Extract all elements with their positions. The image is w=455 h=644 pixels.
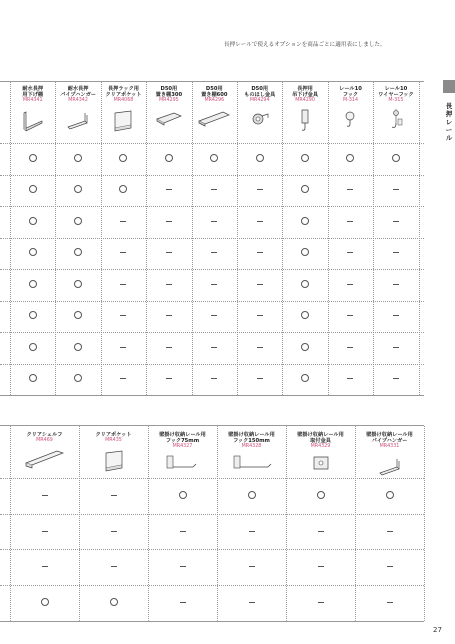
table-cell: [192, 154, 237, 165]
row-divider: [0, 143, 424, 144]
table-cell: [55, 343, 100, 354]
table-cell: [286, 527, 355, 537]
product-name: 置き棚600: [201, 92, 228, 99]
dash-mark-icon: [120, 347, 126, 348]
dash-mark-icon: [120, 315, 126, 316]
row-divider: [0, 478, 424, 479]
dash-mark-icon: [257, 284, 263, 285]
product-name: 用下げ棚: [22, 92, 44, 99]
dash-mark-icon: [166, 189, 172, 190]
table-cell: [10, 311, 55, 322]
product-name: パイプハンガー: [60, 92, 96, 99]
table-cell: [237, 280, 282, 290]
table-cell: [10, 154, 55, 165]
circle-mark-icon: [317, 491, 325, 499]
circle-mark-icon: [29, 185, 37, 193]
circle-mark-icon: [301, 343, 309, 351]
circle-mark-icon: [210, 154, 218, 162]
product-code: MR4342: [68, 98, 88, 104]
table-cell: [282, 343, 327, 354]
product-name: D50用: [160, 86, 178, 92]
dash-mark-icon: [393, 189, 399, 190]
circle-mark-icon: [74, 217, 82, 225]
column-header: [328, 86, 373, 133]
dash-mark-icon: [393, 221, 399, 222]
side-label-char: 押: [445, 110, 453, 118]
product-code: MR4068: [113, 98, 134, 104]
dash-mark-icon: [42, 495, 48, 496]
table-cell: [10, 598, 79, 609]
product-name: 長押ラック用: [107, 86, 139, 92]
table-cell: [146, 185, 191, 195]
table-cell: [55, 217, 100, 228]
row-divider: [0, 206, 424, 207]
circle-mark-icon: [74, 248, 82, 256]
table-cell: [373, 248, 418, 258]
table-cell: [148, 598, 217, 608]
product-name: D50用: [205, 86, 223, 92]
circle-mark-icon: [248, 491, 256, 499]
column-header: [55, 86, 100, 137]
dash-mark-icon: [120, 221, 126, 222]
dash-mark-icon: [180, 566, 186, 567]
dash-mark-icon: [387, 566, 393, 567]
table-cell: [237, 374, 282, 384]
dash-mark-icon: [180, 531, 186, 532]
table-cell: [101, 280, 146, 290]
side-label-char: レ: [445, 118, 453, 126]
dash-mark-icon: [347, 315, 353, 316]
dash-mark-icon: [111, 531, 117, 532]
pipe-hanger-icon: [55, 107, 100, 137]
table-cell: [10, 343, 55, 354]
circle-mark-icon: [119, 185, 127, 193]
table-cell: [237, 217, 282, 227]
table-cell: [328, 185, 373, 195]
product-name: ワイヤーフック: [378, 92, 414, 99]
product-name: 長押用: [297, 86, 313, 92]
table-cell: [282, 374, 327, 385]
table-cell: [148, 527, 217, 537]
column-header: [101, 86, 146, 137]
dash-mark-icon: [249, 531, 255, 532]
circle-mark-icon: [74, 185, 82, 193]
hanging-fitting-icon: [282, 107, 327, 137]
table-cell: [55, 248, 100, 259]
product-code: MR435: [105, 438, 122, 444]
product-code: M-315: [388, 98, 404, 104]
row-divider: [0, 238, 424, 239]
product-name: クリアポケット: [95, 432, 132, 438]
dash-mark-icon: [257, 221, 263, 222]
table-cell: [217, 562, 286, 572]
clear-shelf-icon: [10, 447, 79, 473]
table-cell: [79, 527, 148, 537]
dash-mark-icon: [393, 347, 399, 348]
dash-mark-icon: [249, 602, 255, 603]
column-header: [148, 432, 217, 479]
dash-mark-icon: [393, 315, 399, 316]
circle-mark-icon: [301, 154, 309, 162]
product-name: 壁掛け収納レール用: [228, 432, 275, 438]
circle-mark-icon: [29, 343, 37, 351]
product-name: 壁掛け収納レール用: [366, 432, 413, 438]
shelf-bracket-icon: [10, 107, 55, 137]
dash-mark-icon: [257, 315, 263, 316]
table-cell: [101, 248, 146, 258]
side-label-char: ー: [445, 126, 453, 134]
table-cell: [55, 280, 100, 291]
row-divider: [0, 364, 424, 365]
circle-mark-icon: [179, 491, 187, 499]
row-divider: [0, 301, 424, 302]
product-code: MR4290: [295, 98, 315, 104]
product-name: D50用: [251, 86, 269, 92]
table-cell: [237, 154, 282, 165]
side-label: [444, 102, 454, 142]
table-cell: [282, 248, 327, 259]
table-cell: [10, 562, 79, 572]
table-cell: [237, 185, 282, 195]
column-header: [373, 86, 418, 137]
option-table-2: [0, 425, 424, 622]
product-name: パイプハンガー: [371, 438, 408, 445]
column-header: [10, 86, 55, 137]
row-divider: [0, 332, 424, 333]
table-cell: [282, 185, 327, 196]
dash-mark-icon: [257, 347, 263, 348]
product-name: 壁掛け収納レール用: [159, 432, 206, 438]
circle-mark-icon: [301, 185, 309, 193]
product-code: MR4329: [310, 444, 331, 450]
circle-mark-icon: [29, 154, 37, 162]
table-cell: [373, 311, 418, 321]
dash-mark-icon: [393, 284, 399, 285]
row-divider: [0, 549, 424, 550]
product-name: レール10: [339, 86, 362, 92]
table-cell: [101, 311, 146, 321]
dash-mark-icon: [211, 252, 217, 253]
circle-mark-icon: [301, 248, 309, 256]
product-name: クリアシェルフ: [26, 432, 63, 438]
table-cell: [286, 598, 355, 608]
dash-mark-icon: [166, 347, 172, 348]
table-cell: [328, 343, 373, 353]
dash-mark-icon: [257, 252, 263, 253]
column-header: [192, 86, 237, 133]
wire-hook-icon: [373, 107, 418, 137]
mount-fitting-icon: [286, 453, 355, 479]
circle-mark-icon: [346, 154, 354, 162]
table-cell: [373, 374, 418, 384]
table-cell: [217, 527, 286, 537]
column-header: [217, 432, 286, 479]
product-code: M-314: [342, 98, 358, 104]
table-cell: [146, 374, 191, 384]
circle-mark-icon: [301, 374, 309, 382]
table-cell: [373, 154, 418, 165]
table-cell: [192, 343, 237, 353]
table-cell: [146, 343, 191, 353]
dash-mark-icon: [166, 221, 172, 222]
table-cell: [282, 217, 327, 228]
table-cell: [328, 374, 373, 384]
table-cell: [146, 311, 191, 321]
dash-mark-icon: [393, 378, 399, 379]
circle-mark-icon: [301, 280, 309, 288]
column-header: [10, 432, 79, 473]
side-label-char: 長: [445, 102, 453, 110]
table-cell: [10, 185, 55, 196]
product-name: フック75mm: [165, 438, 200, 445]
product-code: MR4296: [204, 98, 225, 104]
table-cell: [373, 343, 418, 353]
circle-mark-icon: [110, 598, 118, 606]
product-name: フック150mm: [233, 438, 270, 445]
product-code: MR4327: [172, 444, 193, 450]
table-cell: [355, 562, 424, 572]
table-cell: [146, 248, 191, 258]
table-cell: [286, 562, 355, 572]
circle-mark-icon: [256, 154, 264, 162]
circle-mark-icon: [301, 217, 309, 225]
row-divider: [0, 269, 424, 270]
dash-mark-icon: [387, 602, 393, 603]
dash-mark-icon: [257, 189, 263, 190]
table-cell: [101, 154, 146, 165]
product-name: 置き棚300: [155, 92, 183, 99]
table-cell: [79, 598, 148, 609]
column-divider: [419, 82, 420, 395]
page-number: 27: [433, 626, 442, 634]
column-header: [355, 432, 424, 483]
dash-mark-icon: [318, 566, 324, 567]
column-header: [237, 86, 282, 133]
table-cell: [282, 154, 327, 165]
circle-mark-icon: [386, 491, 394, 499]
table-cell: [192, 248, 237, 258]
dash-mark-icon: [120, 378, 126, 379]
dash-mark-icon: [111, 495, 117, 496]
dash-mark-icon: [347, 284, 353, 285]
table-cell: [373, 217, 418, 227]
dash-mark-icon: [42, 566, 48, 567]
option-table-1: [0, 81, 424, 396]
clear-pocket-icon: [101, 107, 146, 137]
column-header: [146, 86, 191, 133]
dash-mark-icon: [347, 221, 353, 222]
dash-mark-icon: [166, 315, 172, 316]
table-cell: [55, 154, 100, 165]
dash-mark-icon: [120, 284, 126, 285]
dash-mark-icon: [318, 602, 324, 603]
table-cell: [146, 280, 191, 290]
row-divider: [0, 514, 424, 515]
circle-mark-icon: [392, 154, 400, 162]
clear-pocket-icon: [79, 447, 148, 477]
table-cell: [10, 280, 55, 291]
long-tray-shelf-icon: [192, 107, 237, 133]
table-cell: [328, 280, 373, 290]
dash-mark-icon: [347, 189, 353, 190]
product-name: クリアポケット: [105, 92, 142, 99]
table-cell: [328, 311, 373, 321]
circle-mark-icon: [165, 154, 173, 162]
product-code: MR4341: [22, 98, 43, 104]
product-name: レール10: [384, 86, 408, 92]
circle-mark-icon: [301, 311, 309, 319]
dash-mark-icon: [211, 378, 217, 379]
table-cell: [148, 562, 217, 572]
table-cell: [373, 280, 418, 290]
table-cell: [146, 217, 191, 227]
table-cell: [10, 248, 55, 259]
hook-150-icon: [217, 453, 286, 479]
dash-mark-icon: [166, 284, 172, 285]
product-name: 取付金具: [310, 438, 331, 445]
table-cell: [217, 491, 286, 502]
product-name: ものほし金具: [244, 92, 276, 99]
product-code: MR4295: [159, 98, 179, 104]
circle-mark-icon: [74, 343, 82, 351]
drying-fitting-icon: [237, 107, 282, 133]
dash-mark-icon: [211, 315, 217, 316]
table-cell: [192, 280, 237, 290]
circle-mark-icon: [29, 374, 37, 382]
product-code: MR4328: [241, 444, 262, 450]
dash-mark-icon: [393, 252, 399, 253]
dash-mark-icon: [257, 378, 263, 379]
table-cell: [55, 311, 100, 322]
table-cell: [355, 491, 424, 502]
table-cell: [79, 562, 148, 572]
column-header: [79, 432, 148, 477]
dash-mark-icon: [347, 252, 353, 253]
dash-mark-icon: [120, 252, 126, 253]
table-cell: [79, 491, 148, 501]
table-cell: [148, 491, 217, 502]
circle-mark-icon: [74, 311, 82, 319]
table-cell: [282, 280, 327, 291]
circle-mark-icon: [41, 598, 49, 606]
product-name: 耐水長押: [22, 86, 44, 92]
side-tab-marker: [443, 80, 455, 93]
table-cell: [10, 374, 55, 385]
table-cell: [328, 248, 373, 258]
intro-text: 長押レールで使えるオプションを商品ごとに適用表にしました。: [224, 42, 386, 48]
table-cell: [237, 311, 282, 321]
dash-mark-icon: [249, 566, 255, 567]
table-cell: [192, 311, 237, 321]
circle-mark-icon: [29, 311, 37, 319]
dash-mark-icon: [347, 347, 353, 348]
dash-mark-icon: [211, 189, 217, 190]
table-cell: [101, 185, 146, 196]
dash-mark-icon: [42, 531, 48, 532]
column-header: [282, 86, 327, 137]
table-cell: [101, 374, 146, 384]
dash-mark-icon: [211, 221, 217, 222]
dash-mark-icon: [111, 566, 117, 567]
product-code: MR469: [36, 438, 53, 444]
rail-hook-icon: [328, 107, 373, 133]
dash-mark-icon: [166, 252, 172, 253]
dash-mark-icon: [318, 531, 324, 532]
circle-mark-icon: [74, 154, 82, 162]
circle-mark-icon: [119, 154, 127, 162]
table-cell: [217, 598, 286, 608]
hook-75-icon: [148, 453, 217, 479]
circle-mark-icon: [29, 280, 37, 288]
circle-mark-icon: [29, 248, 37, 256]
side-label-char: ル: [445, 134, 453, 142]
table-cell: [192, 185, 237, 195]
dash-mark-icon: [387, 531, 393, 532]
dash-mark-icon: [211, 284, 217, 285]
table-cell: [10, 491, 79, 501]
row-divider: [0, 585, 424, 586]
table-cell: [328, 154, 373, 165]
table-cell: [282, 311, 327, 322]
table-cell: [101, 217, 146, 227]
table-cell: [146, 154, 191, 165]
column-divider: [424, 426, 425, 621]
table-cell: [237, 343, 282, 353]
product-name: フック: [342, 92, 359, 99]
table-cell: [101, 343, 146, 353]
dash-mark-icon: [166, 378, 172, 379]
row-divider: [0, 175, 424, 176]
product-name: 吊下げ金具: [292, 92, 319, 99]
dash-mark-icon: [211, 347, 217, 348]
table-cell: [355, 527, 424, 537]
table-cell: [192, 374, 237, 384]
tray-shelf-icon: [146, 107, 191, 133]
product-code: MR4294: [249, 98, 270, 104]
table-cell: [286, 491, 355, 502]
product-name: 耐水長押: [67, 86, 89, 92]
table-cell: [192, 217, 237, 227]
dash-mark-icon: [180, 602, 186, 603]
circle-mark-icon: [29, 217, 37, 225]
table-cell: [55, 185, 100, 196]
table-cell: [328, 217, 373, 227]
table-cell: [237, 248, 282, 258]
table-cell: [373, 185, 418, 195]
table-cell: [10, 217, 55, 228]
product-code: MR4331: [379, 444, 400, 450]
table-cell: [355, 598, 424, 608]
table-cell: [55, 374, 100, 385]
dash-mark-icon: [347, 378, 353, 379]
circle-mark-icon: [74, 374, 82, 382]
column-header: [286, 432, 355, 479]
table-cell: [10, 527, 79, 537]
circle-mark-icon: [74, 280, 82, 288]
product-name: 壁掛け収納レール用: [297, 432, 344, 438]
